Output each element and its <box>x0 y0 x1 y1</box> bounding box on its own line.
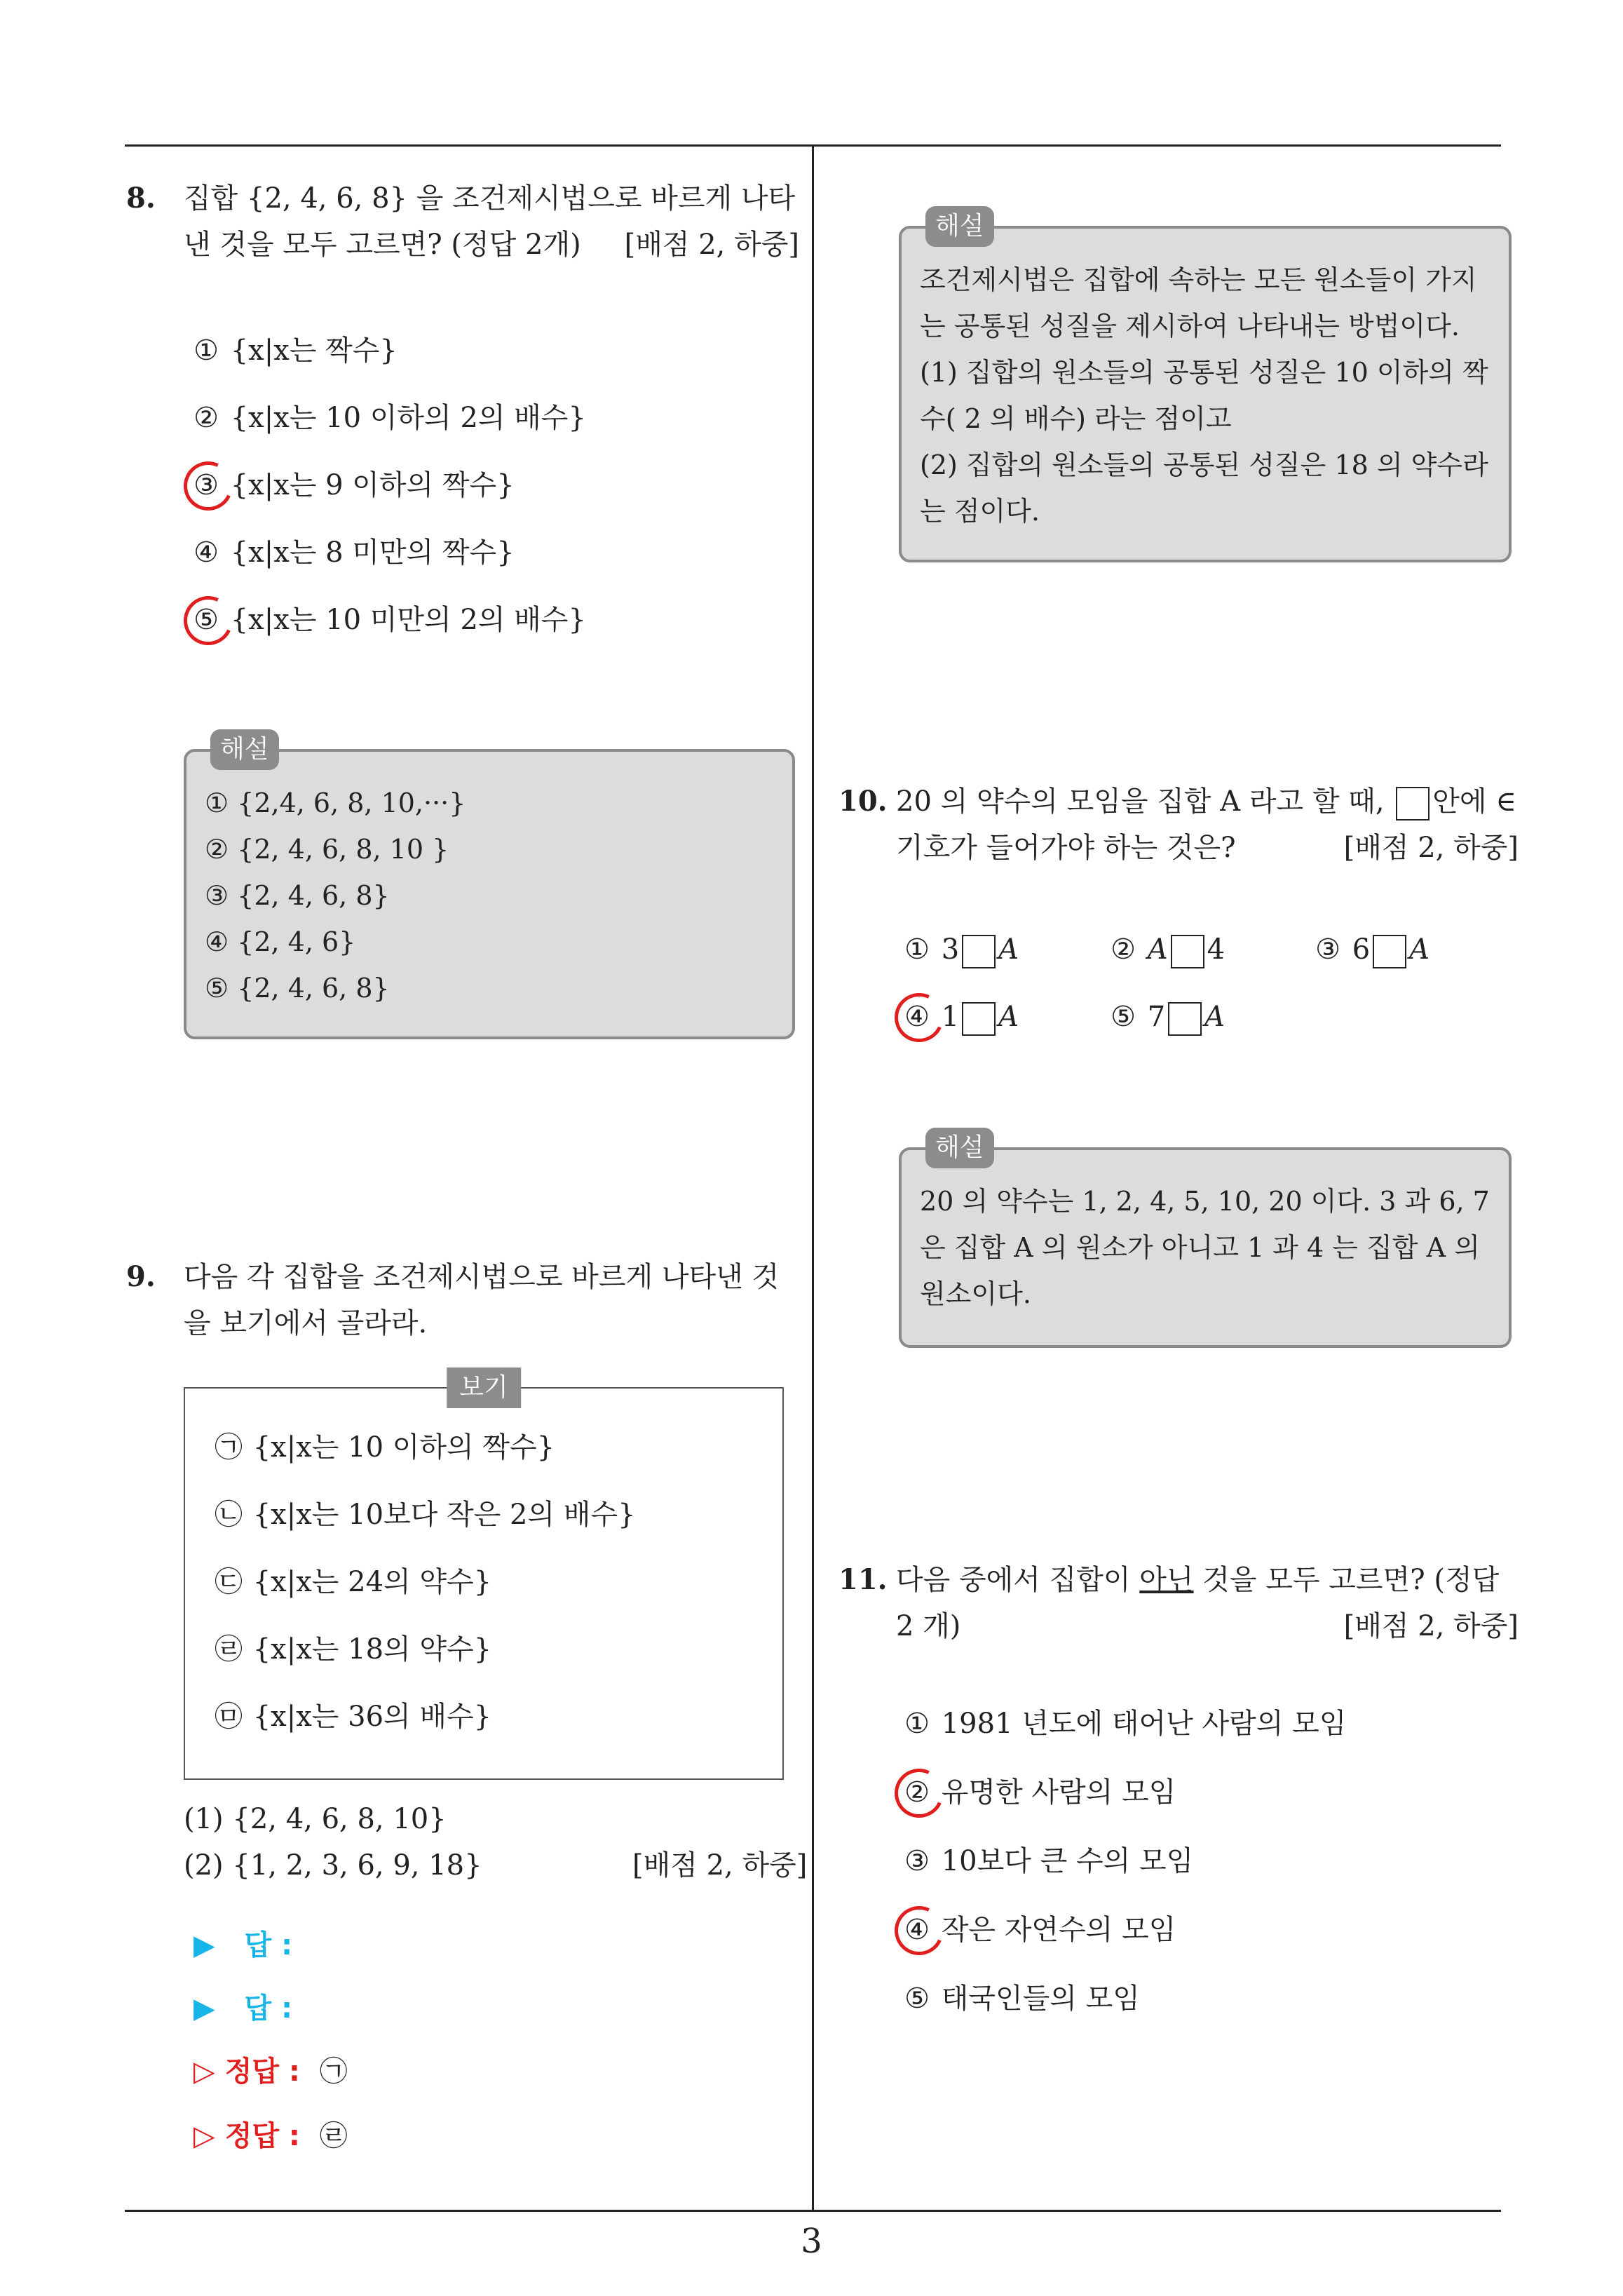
blank-box <box>1373 935 1406 968</box>
solution-text: 20 의 약수는 1, 2, 4, 5, 10, 20 이다. 3 과 6, 7 은 집합 A 의 원소가 아니고 1 과 4 는 집합 A 의 원소이다. <box>920 1186 1490 1309</box>
selected-answer-mark: ③ <box>191 466 222 505</box>
triangle-outline-icon: ▷ <box>193 2055 215 2088</box>
question-number: 10. <box>838 785 888 818</box>
q8-option-4[interactable]: ④ {x|x는 8 미만의 짝수} <box>193 536 515 569</box>
q8-option-3[interactable]: ③ {x|x는 9 이하의 짝수} <box>191 466 515 505</box>
selected-answer-mark: ⑤ <box>191 600 222 640</box>
score: [배점 2, 하중] <box>1343 832 1519 864</box>
blank-box <box>962 1002 996 1036</box>
left-column <box>126 175 799 268</box>
play-icon: ▶ <box>193 1992 215 2025</box>
bottom-rule <box>125 2210 1501 2212</box>
answer-line-2[interactable]: ▶ 답 : <box>193 1992 293 2025</box>
q11-option-4[interactable]: ④ 작은 자연수의 모임 <box>902 1910 1176 1950</box>
answer-line-1[interactable]: ▶ 답 : <box>193 1929 293 1961</box>
q8-option-2[interactable]: ② {x|x는 10 이하의 2의 배수} <box>193 402 586 434</box>
q11-option-1[interactable]: ① 1981 년도에 태어난 사람의 모임 <box>904 1708 1347 1740</box>
q11-option-5[interactable]: ⑤ 태국인들의 모임 <box>904 1983 1140 2015</box>
q11-option-2[interactable]: ② 유명한 사람의 모임 <box>902 1773 1176 1812</box>
question-8 <box>126 175 799 268</box>
solution-line: ④ {2, 4, 6} <box>205 926 356 957</box>
q9-solution-box <box>899 212 1512 562</box>
solution-tag: 해설 <box>925 1128 994 1168</box>
page-number: 3 <box>801 2222 822 2261</box>
bogi-item: ㉡ {x|x는 10보다 작은 2의 배수} <box>215 1499 636 1531</box>
selected-answer-mark: ② <box>902 1773 932 1812</box>
q8-solution-box <box>184 735 795 1039</box>
selected-answer-mark: ④ <box>902 1910 932 1950</box>
q10-option-1[interactable]: ① 3 A <box>902 930 1019 969</box>
blank-box <box>962 935 996 968</box>
q10-option-3[interactable]: ③ 6 A <box>1312 930 1430 969</box>
blank-box <box>1168 1002 1202 1036</box>
solution-line: ① {2,4, 6, 8, 10,···} <box>205 788 466 818</box>
bogi-tag: 보기 <box>447 1368 521 1408</box>
question-10: 10. 20 의 약수의 모임을 집합 A 라고 할 때, 안에 ∈ 기호가 들어가야 하는 것은? [배점 2, 하중] <box>838 778 1519 871</box>
q10-option-5[interactable]: ⑤ 7 A <box>1108 997 1225 1036</box>
q9-sub-2: (2) {1, 2, 3, 6, 9, 18} <box>184 1849 482 1882</box>
solution-line: (2) 집합의 원소들의 공통된 성질은 18 의 약수라는 점이다. <box>920 450 1488 527</box>
bogi-box <box>184 1373 784 1780</box>
solution-line: ⑤ {2, 4, 6, 8} <box>205 973 390 1004</box>
question-number: 11. <box>838 1563 888 1596</box>
bogi-item: ㉠ {x|x는 10 이하의 짝수} <box>215 1431 555 1464</box>
solution-line: ③ {2, 4, 6, 8} <box>205 880 390 911</box>
underlined-word: 아닌 <box>1139 1564 1194 1596</box>
q9-sub-1: (1) {2, 4, 6, 8, 10} <box>184 1803 447 1835</box>
q8-option-5[interactable]: ⑤ {x|x는 10 미만의 2의 배수} <box>191 600 586 640</box>
q10-option-2[interactable]: ② A 4 <box>1108 930 1225 969</box>
solution-tag: 해설 <box>925 206 994 247</box>
blank-box <box>1171 935 1204 968</box>
bogi-item: ㉣ {x|x는 18의 약수} <box>215 1633 492 1666</box>
score: [배점 2, 하중] <box>624 229 799 261</box>
correct-answer-1: ▷ 정답 : ㉠ <box>193 2055 348 2088</box>
bogi-item: ㉢ {x|x는 24의 약수} <box>215 1566 492 1598</box>
q8-option-1[interactable]: ① {x|x는 짝수} <box>193 335 398 367</box>
solution-line: 조건제시법은 집합에 속하는 모든 원소들이 가지는 공통된 성질을 제시하여 나타내는 방법이다. <box>920 264 1477 342</box>
triangle-outline-icon: ▷ <box>193 2120 215 2152</box>
question-number: 8. <box>126 182 156 215</box>
solution-line: ② {2, 4, 6, 8, 10 } <box>205 834 449 865</box>
column-divider <box>812 144 814 2211</box>
question-text: 집합 {2, 4, 6, 8} 을 조건제시법으로 바르게 나타낸 것을 모두 고르면? (정답 2개) <box>184 182 796 261</box>
score: [배점 2, 하중] <box>632 1849 808 1882</box>
blank-box <box>1396 787 1430 821</box>
question-number: 9. <box>126 1260 156 1293</box>
question-11: 11. 다음 중에서 집합이 아닌 것을 모두 고르면? (정답 2 개) [배점 2, 하중] <box>838 1557 1519 1649</box>
q10-solution-box <box>899 1133 1512 1348</box>
solution-line: (1) 집합의 원소들의 공통된 성질은 10 이하의 짝수( 2 의 배수) 라는 점이고 <box>920 357 1488 434</box>
selected-answer-mark: ④ <box>902 997 932 1036</box>
solution-tag: 해설 <box>210 729 279 770</box>
question-text: 다음 각 집합을 조건제시법으로 바르게 나타낸 것을 보기에서 골라라. <box>184 1261 780 1339</box>
q10-option-4[interactable]: ④ 1 A <box>902 997 1019 1036</box>
bogi-item: ㉤ {x|x는 36의 배수} <box>215 1701 492 1733</box>
q11-option-3[interactable]: ③ 10보다 큰 수의 모임 <box>904 1845 1194 1877</box>
score: [배점 2, 하중] <box>1343 1610 1519 1642</box>
play-icon: ▶ <box>193 1929 215 1961</box>
correct-answer-2: ▷ 정답 : ㉣ <box>193 2120 348 2152</box>
question-9 <box>126 1254 799 1346</box>
